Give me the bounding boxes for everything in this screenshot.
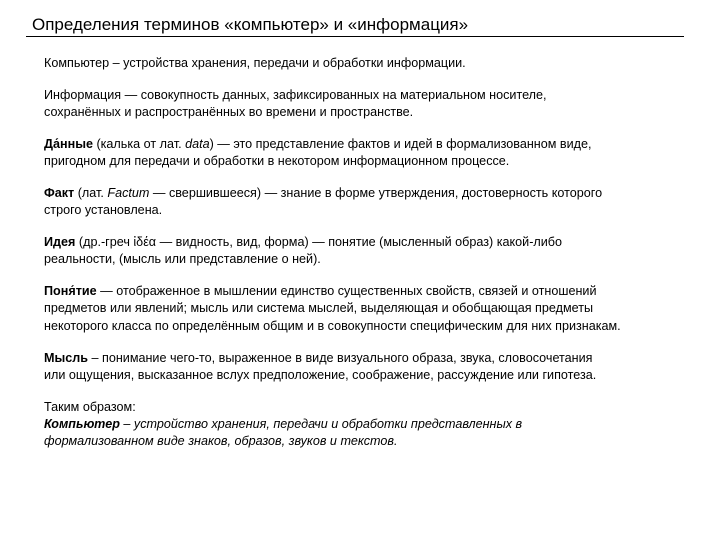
definition-thought-line-2: или ощущения, высказанное вслух предположение, соображение, рассуждение или гипотеза. [44,367,597,382]
definition-data [44,136,694,171]
definition-concept-text: — отображенное в мышлении единство существенных свойств, связей и отношений [96,284,597,299]
definition-fact [44,185,694,220]
conclusion-line-1 [44,416,694,433]
definition-idea-line-2: реальности, (мысль или представление о ней). [44,252,321,267]
conclusion-line-2: формализованном виде знаков, образов, звуков и текстов. [44,434,398,449]
definition-idea-line-1 [44,234,694,251]
term-concept: Поня́тие [44,284,97,299]
slide-title: Определения терминов «компьютер» и «информация» [26,14,684,37]
term-data: Да́нные [44,136,93,151]
definition-fact-line-2: строго установлена. [44,203,163,218]
term-idea: Идея [44,235,76,250]
definition-computer-text: Компьютер – устройства хранения, передачи и обработки информации. [44,56,466,70]
conclusion [44,399,694,451]
conclusion-intro: Таким образом: [44,399,136,414]
definition-data-line-2: пригодном для передачи и обработки в некотором информационном процессе. [44,154,510,169]
definition-data-text-a: (калька от лат. [92,136,186,151]
definition-concept-line-1 [44,283,694,300]
definition-thought [44,350,694,385]
definition-fact-text-b: — свершившееся) — знание в форме утверждения, достоверность которого [149,185,603,200]
definition-thought-text: – понимание чего-то, выраженное в виде визуального образа, звука, словосочетания [88,350,593,365]
content [44,55,694,465]
latin-factum: Factum [107,185,150,200]
term-fact: Факт [44,185,75,200]
definition-concept [44,283,694,335]
definition-information-line-1: Информация — совокупность данных, зафиксированных на материальном носителе, [44,87,547,102]
conclusion-text: – устройство хранения, передачи и обработки представленных в [119,416,523,431]
definition-concept-line-3: некоторого класса по определённым общим и в совокупности специфическим для них признакам. [44,318,621,333]
definition-fact-text-a: (лат. [74,185,108,200]
definition-computer [44,55,694,72]
definition-idea [44,234,694,269]
latin-data: data [185,136,210,151]
definition-thought-line-1 [44,350,694,367]
definition-information-line-2: сохранённых и распространённых во времени и пространстве. [44,105,414,120]
definition-information [44,87,694,122]
definition-fact-line-1 [44,185,694,202]
definition-data-text-b: ) — это представление фактов и идей в формализованном виде, [209,136,592,151]
definition-idea-text: (др.-греч ἰδέα — видность, вид, форма) — понятие (мысленный образ) какой-либо [75,235,563,250]
definition-concept-line-2: предметов или явлений; мысль или система мыслей, выделяющая и обобщающая предметы [44,301,594,316]
term-computer-conclusion: Компьютер [44,416,120,431]
term-thought: Мысль [44,350,88,365]
definition-data-line-1 [44,136,694,153]
